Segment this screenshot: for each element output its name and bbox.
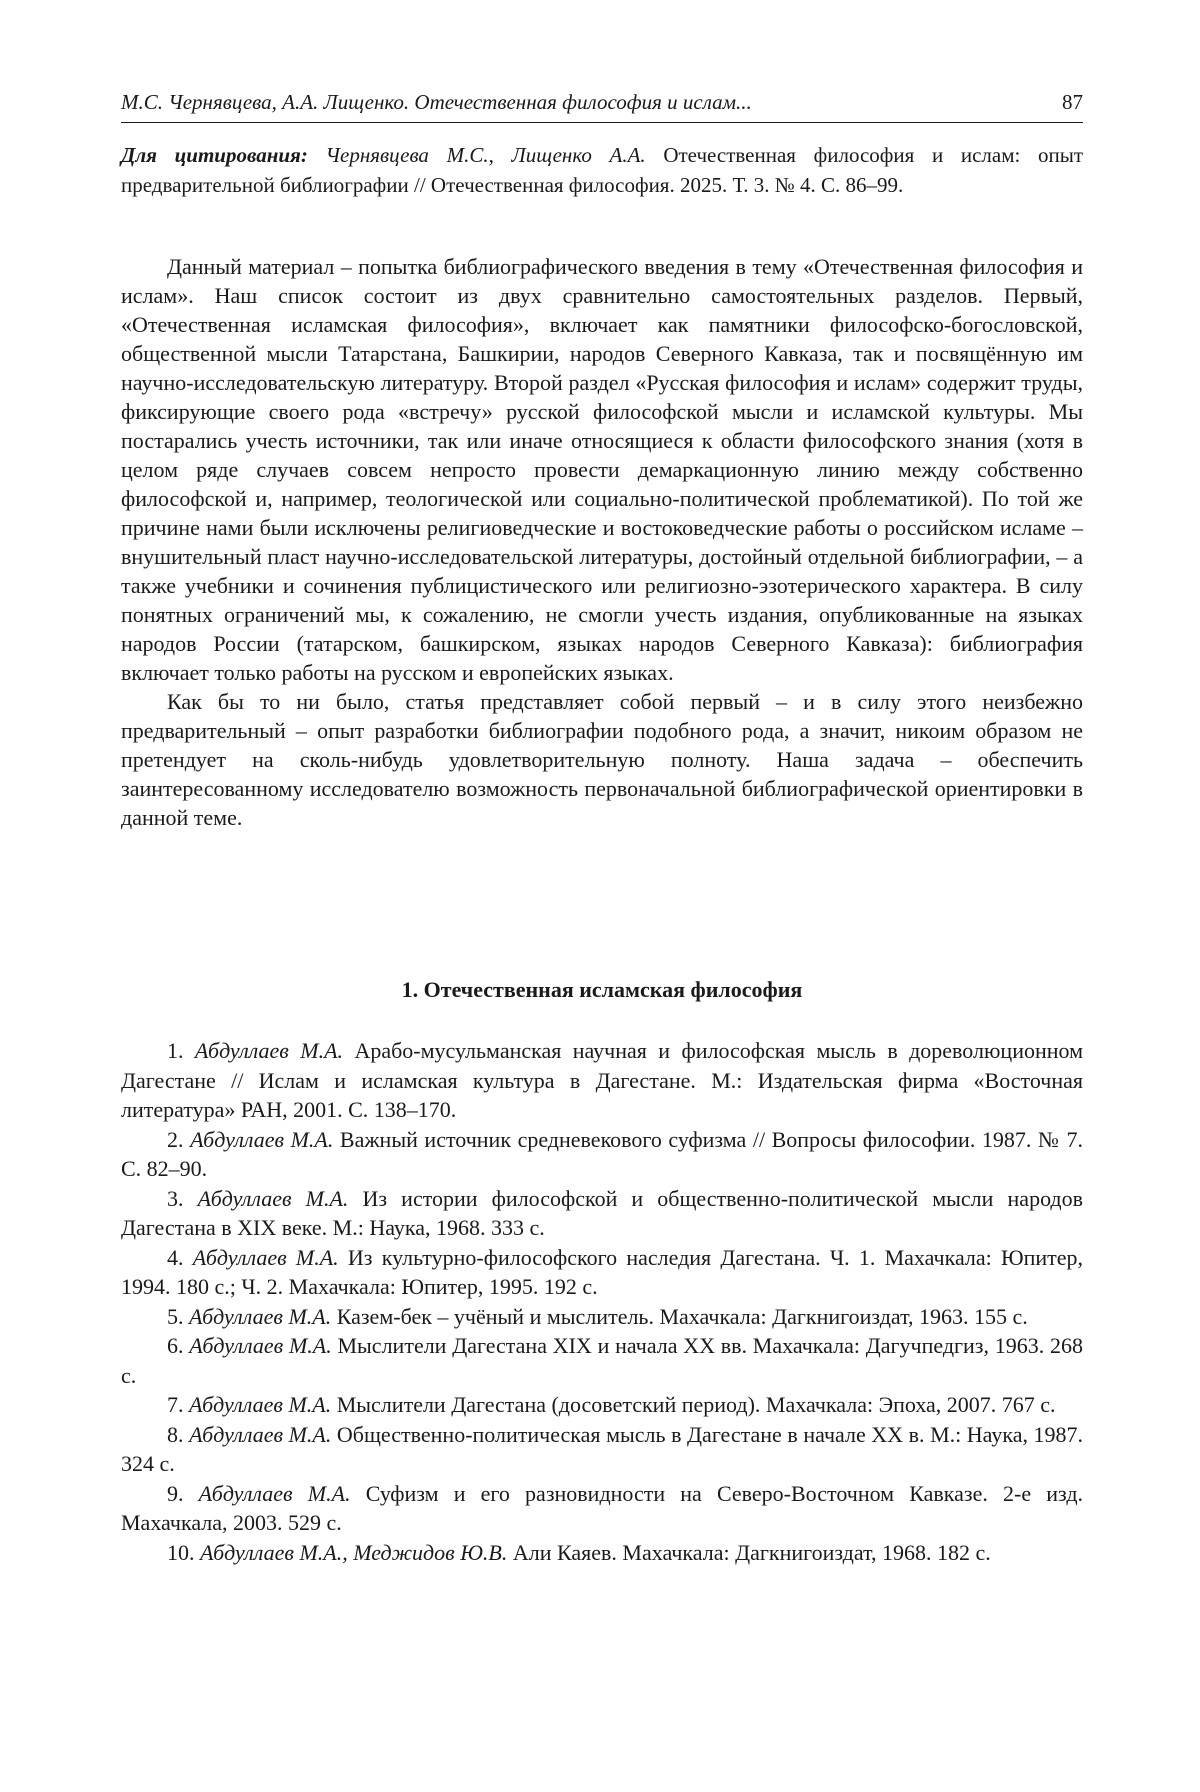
entry-text: Али Каяев. Махачкала: Дагкнигоиздат, 1968. 182 с.	[512, 1539, 991, 1565]
entry-text: Мыслители Дагестана (досоветский период). Махачкала: Эпоха, 2007. 767 с.	[336, 1392, 1056, 1417]
bibliography-entry	[121, 1479, 1083, 1538]
entry-number: 2.	[167, 1126, 184, 1152]
entry-number: 10.	[167, 1539, 195, 1565]
bibliography-entry	[121, 1184, 1083, 1243]
bibliography-entry	[121, 1420, 1083, 1479]
entry-text: Из истории философской и общественно-политической мысли народов Дагестана в XIX веке. М.: Наука, 1968. 333 с.	[121, 1185, 1084, 1240]
entry-text: Суфизм и его разновидности на Северо-Восточном Кавказе. 2-е изд. Махачкала, 2003. 529 с.	[121, 1480, 1084, 1535]
entry-number: 8.	[167, 1421, 184, 1447]
bibliography-entry	[121, 1125, 1083, 1184]
entry-author: Абдуллаев М.А.	[189, 1303, 332, 1329]
running-header	[121, 89, 1083, 115]
citation-label: Для цитирования:	[121, 143, 308, 167]
journal-page	[121, 0, 1083, 1792]
entry-author: Абдуллаев М.А.	[189, 1421, 332, 1447]
entry-author: Абдуллаев М.А.	[190, 1126, 334, 1152]
entry-number: 3.	[167, 1185, 184, 1211]
section-title: 1. Отечественная исламская философия	[401, 977, 803, 1002]
entry-number: 5.	[167, 1303, 184, 1329]
entry-text: Из культурно-философского наследия Дагестана. Ч. 1. Махачкала: Юпитер, 1994. 180 с.; Ч. 2. Махачкала: Юпитер, 1995. 192 с.	[121, 1244, 1084, 1299]
entry-author: Абдуллаев М.А.	[192, 1244, 339, 1270]
entry-author: Абдуллаев М.А.	[197, 1185, 349, 1211]
bibliography-entry	[121, 1243, 1083, 1302]
entry-number: 4.	[167, 1244, 184, 1270]
bibliography-entry	[121, 1538, 1083, 1568]
bibliography-list	[121, 1036, 1083, 1567]
entry-number: 1.	[167, 1038, 184, 1063]
entry-author: Абдуллаев М.А., Меджидов Ю.В.	[200, 1539, 508, 1565]
entry-author: Абдуллаев М.А.	[189, 1333, 332, 1358]
citation-text: Отечественная философия и ислам: опыт предварительной библиографии // Отечественная философия. 2025. Т. 3. № 4. С. 86–99.	[121, 143, 1084, 197]
bibliography-entry	[121, 1390, 1083, 1420]
bibliography-entry	[121, 1331, 1083, 1390]
entry-number: 6.	[167, 1333, 184, 1358]
entry-number: 7.	[167, 1392, 184, 1417]
entry-text: Общественно-политическая мысль в Дагестане в начале XX в. М.: Наука, 1987. 324 с.	[121, 1421, 1084, 1476]
citation-authors: Чернявцева М.С., Лищенко А.А.	[325, 143, 646, 167]
entry-text: Важный источник средневекового суфизма // Вопросы философии. 1987. № 7. С. 82–90.	[121, 1126, 1084, 1181]
bibliography-entry	[121, 1036, 1083, 1125]
bibliography-entry	[121, 1302, 1083, 1332]
introduction	[121, 252, 1083, 832]
entry-number: 9.	[167, 1480, 184, 1506]
intro-paragraph: Как бы то ни было, статья представляет собой первый – и в силу этого неизбежно предварительный – опыт разработки библиографии подобного рода, а значит, никоим образом не претендует на сколь-нибудь удовлетворительную полноту. Наша задача – обеспечить заинтересованному исследователю возможность первоначальной библиографической ориентировки в данной теме.	[121, 689, 1083, 830]
entry-text: Арабо-мусульманская научная и философская мысль в дореволюционном Дагестане // Ислам и исламская культура в Дагестане. М.: Издательская фирма «Восточная литература» РАН, 2001. С. 138–170.	[121, 1038, 1084, 1122]
entry-text: Мыслители Дагестана XIX и начала XX вв. Махачкала: Дагучпедгиз, 1963. 268 с.	[121, 1333, 1083, 1388]
page-number: 87	[1062, 90, 1083, 114]
header-divider	[121, 122, 1083, 123]
citation-block	[121, 140, 1083, 200]
entry-author: Абдуллаев М.А.	[189, 1392, 332, 1417]
entry-text: Казем-бек – учёный и мыслитель. Махачкала: Дагкнигоиздат, 1963. 155 с.	[336, 1303, 1028, 1329]
entry-author: Абдуллаев М.А.	[198, 1480, 351, 1506]
entry-author: Абдуллаев М.А.	[194, 1038, 344, 1063]
header-authors-title: М.С. Чернявцева, А.А. Лищенко. Отечественная философия и ислам...	[121, 90, 752, 114]
intro-paragraph: Данный материал – попытка библиографического введения в тему «Отечественная философия и ислам». Наш список состоит из двух сравнительно самостоятельных разделов. Первый, «Отечественная исламская философия», включает как памятники философско-богословской, общественной мысли Татарстана, Башкирии, народов Северного Кавказа, так и посвящённую им научно-исследовательскую литературу. Второй раздел «Русская философия и ислам» содержит труды, фиксирующие своего рода «встречу» русской философской мысли и исламской культуры. Мы постарались учесть источники, так или иначе относящиеся к области философского знания (хотя в целом ряде случаев совсем непросто провести демаркационную линию между собственно философской и, например, теологической или социально-политической проблематикой). По той же причине нами были исключены религиоведческие и востоковедческие работы о российском исламе – внушительный пласт научно-исследовательской литературы, достойный отдельной библиографии, – а также учебники и сочинения публицистического или религиозно-эзотерического характера. В силу понятных ограничений мы, к сожалению, не смогли учесть издания, опубликованные на языках народов России (татарском, башкирском, языках народов Северного Кавказа): библиография включает только работы на русском и европейских языках.	[121, 254, 1083, 685]
